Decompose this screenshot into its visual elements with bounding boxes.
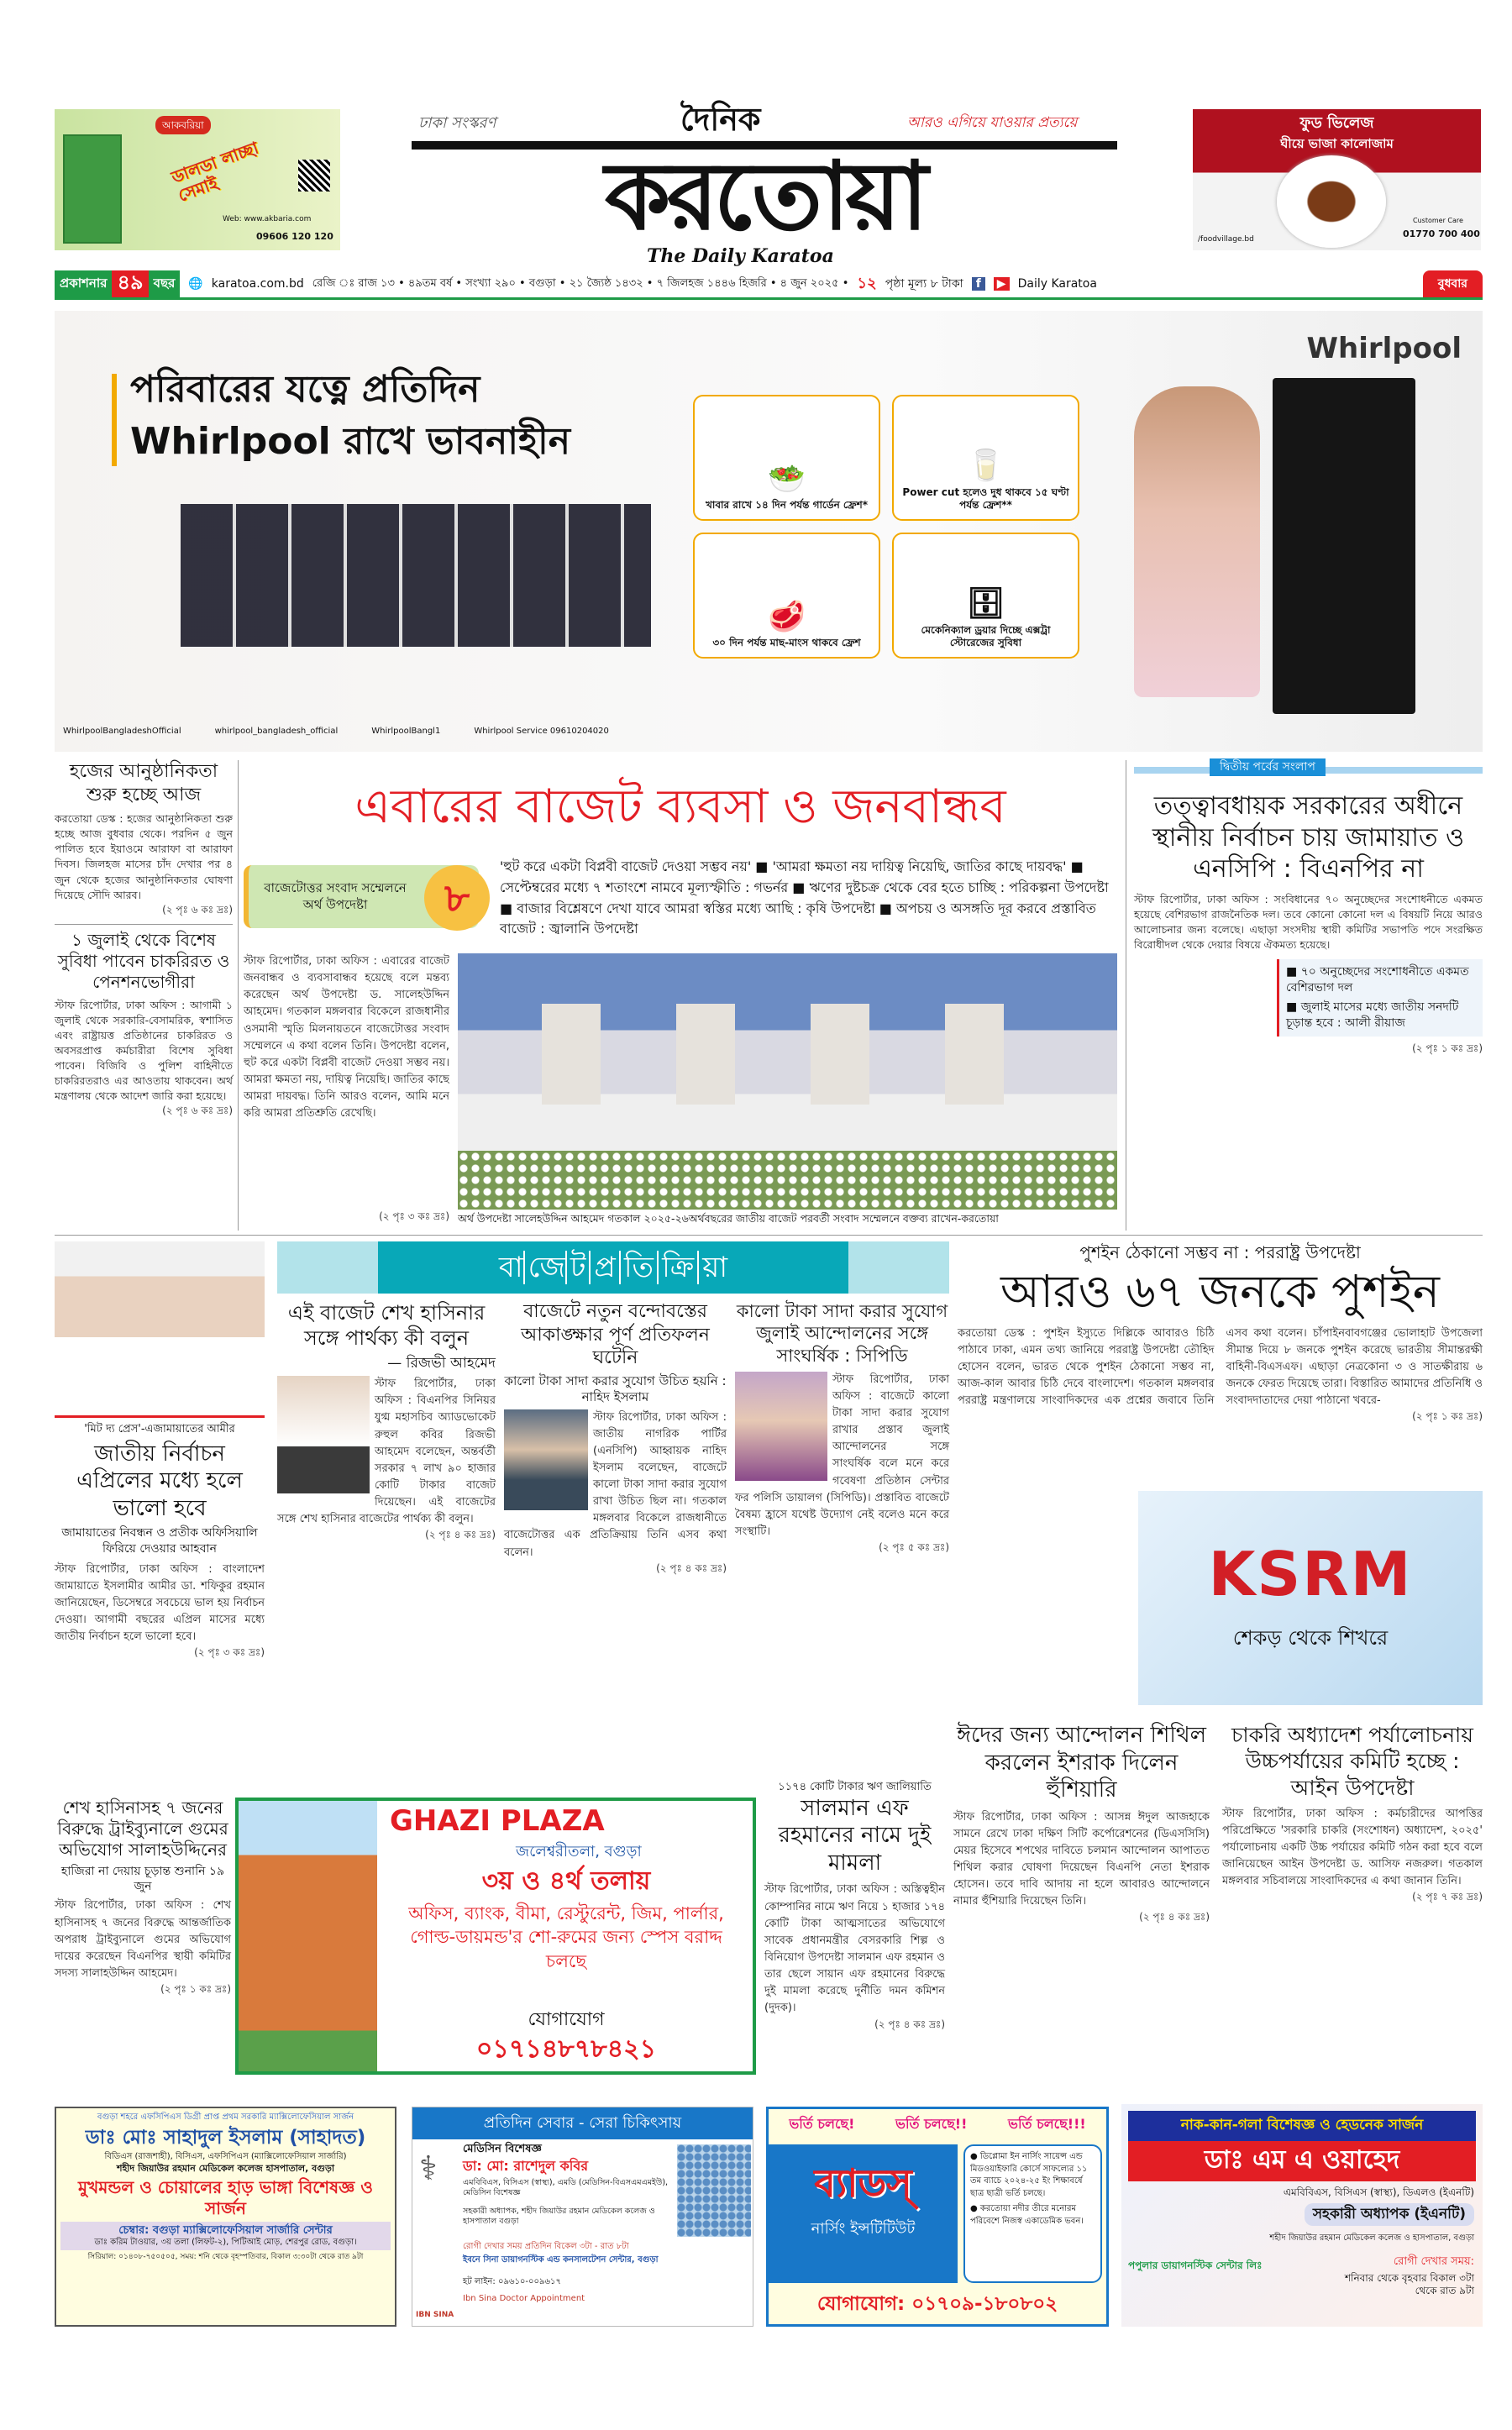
whirlpool-features (693, 395, 1079, 659)
chamber: চেম্বার: বগুড়া ম্যাক্সিলোফেসিয়াল সার্জারি সেন্টার (118, 2223, 333, 2237)
whirlpool-logo: Whirlpool (1306, 332, 1462, 365)
highlight-bullet: ■ জুলাই মাসের মধ্যে জাতীয় সনদটি চূড়ান্ত হবে : আলী রীয়াজ (1286, 1000, 1459, 1030)
akbaria-qr (298, 160, 330, 192)
doctor-name: ডাঃ এম এ ওয়াহেদ (1128, 2141, 1476, 2181)
degrees: এমবিবিএস, বিসিএস (স্বাস্থ্য), ডিএলও (ইএনটি) (1283, 2186, 1474, 2198)
post: সহকারী অধ্যাপক, শহীদ জিয়াউর রহমান মেডিকেল কলেজ ও হাসপাতাল বগুড়া (463, 2207, 655, 2226)
kicker: পুশইন ঠেকানো সম্ভব না : পররাষ্ট্র উপদেষ্টা (1079, 1242, 1361, 1262)
building-image (239, 1801, 377, 2071)
nursing-brand-box (769, 2144, 958, 2283)
ent-doctor-ad[interactable] (1121, 2104, 1483, 2327)
ad-header: প্রতিদিন সেবার - সেরা চিকিৎসায় (412, 2107, 753, 2139)
weekday: বুধবার (1423, 270, 1483, 297)
eid-story[interactable] (953, 1722, 1210, 1924)
story-body: স্টাফ রিপোর্টার, ঢাকা অফিস : বাজেটে কালো টাকা সাদা করার সুযোগ রাখার প্রস্তাব জুলাই আন্দোলনের সঙ্গে সাংঘর্ষিক বলে মনে করে গবেষণা প্রতিষ্ঠান সেন্টার ফর পলিসি ডায়ালগ (সিপিডি)। প্রস্তাবিত বাজেটে বৈষম্য হ্রাসে যথেষ্ট উদ্যোগ নেই বলেও মনে করে সংস্থাটি। (735, 1372, 949, 1539)
stethoscope-icon: ⚕ (419, 2149, 438, 2188)
ghazi-plaza-ad[interactable] (235, 1798, 756, 2075)
fridge-lineup-image (181, 504, 651, 647)
admission-label: ভর্তি চলছে!! (895, 2116, 968, 2132)
ad-top: বগুড়া শহরে এফসিপিএস ডিগ্রী প্রাপ্ত প্রথম সরকারি ম্যাক্সিলোফেসিয়াল সার্জন (97, 2112, 354, 2122)
bullet-text: ৭০ অনুচ্ছেদের সংশোধনীতে একমত বেশিরভাগ দল (1286, 965, 1469, 995)
admission-label: ভর্তি চলছে! (789, 2116, 855, 2132)
jamaat-story[interactable] (1134, 760, 1483, 1055)
band-letter: ট (565, 1251, 590, 1285)
feature-text: Power cut হলেও দুধ থাকবে ১৫ ঘণ্টা পর্যন্ত ফ্রেশ** (902, 485, 1069, 512)
specialty: মুখমন্ডল ও চোয়ালের হাড় ভাঙ্গা বিশেষজ্ঞ ও সার্জন (78, 2176, 373, 2218)
akbaria-product: ডালডা লাচ্ছা সেমাই (168, 137, 261, 206)
story-body: স্টাফ রিপোর্টার, ঢাকা অফিস : আসন্ন ঈদুল আজহাকে সামনে রেখে ঢাকা দক্ষিণ সিটি কর্পোরেশনের (ডিএসসিসি) মেয়র হিসেবে শপথের দাবিতে চলমান আন্দোলন আপাতত শিথিল করার ঘোষণা দিয়েছেন বিএনপি নেতা ইশরাক হোসেন। তবে দাবি আদায় না হলে আবারও আন্দোলনে নামার হুঁশিয়ারি দিয়েছেন তিনি। (953, 1810, 1210, 1908)
publishing-badge (55, 270, 180, 297)
job-story[interactable] (1222, 1722, 1483, 1904)
ksrm-ad[interactable] (1138, 1491, 1483, 1705)
speaker-figures (508, 1004, 1063, 1105)
daily-label: দৈনিক (680, 101, 761, 138)
nursing-points (963, 2144, 1102, 2283)
bullet-text: জুলাই মাসের মধ্যে জাতীয় সনদটি চূড়ান্ত হবে : আলী রীয়াজ (1286, 1000, 1459, 1030)
food-village-phone: 01770 700 400 (1403, 228, 1480, 239)
nursing-sub: নার্সিং ইন্সটিটিউট (811, 2219, 916, 2238)
cpd-photo (735, 1372, 827, 1481)
center: ইবনে সিনা ডায়াগনস্টিক এন্ড কনসালটেশন সেন্টার, বগুড়া (463, 2255, 659, 2265)
akbaria-ad[interactable] (55, 109, 340, 250)
food-village-subtitle: ঘীয়ে ভাজা কালোজাম (1280, 136, 1394, 151)
hotline: হট লাইন: ০৯৬১০-০০৯৬১৭ (463, 2277, 562, 2286)
headline[interactable]: চাকরি অধ্যাদেশ পর্যালোচনায় উচ্চপর্যায়ের কমিটি হচ্ছে : আইন উপদেষ্টা (1231, 1723, 1474, 1800)
edition: ঢাকা সংস্করণ (418, 114, 496, 132)
social-youtube: WhirlpoolBangl1 (371, 727, 441, 736)
rizvi-photo (277, 1376, 370, 1493)
address: ডাঃ করিম টাওয়ার, ৩য় তলা (লিফট-২), পিটিআই মোড়, শেরপুর রোড, বগুড়া। (94, 2237, 357, 2247)
feature-text: ৩০ দিন পর্যন্ত মাছ-মাংস থাকবে ফ্রেশ (712, 637, 861, 649)
nahid-photo (504, 1409, 588, 1510)
headline[interactable]: সালমান এফ রহমানের নামে দুই মামলা (778, 1795, 932, 1876)
byline: — রিজভী আহমেদ (387, 1355, 496, 1372)
lead-bullets: 'হুট করে একটা বিপ্লবী বাজেট দেওয়া সম্ভব নয়' ■ 'আমরা ক্ষমতা নয় দায়িত্ব নিয়েছি, জাতির কাছে দায়বদ্ধ' ■ সেপ্টেম্বরের মধ্যে ৭ শতাংশে নামবে মূল্যস্ফীতি : গভর্নর ■ ঋণের দুষ্টচক্র থেকে বের হতে চাচ্ছি : পরিকল্পনা উপদেষ্টা ■ বাজার বিশ্লেষণে দেখা যাবে আমরা স্বস্তির মধ্যে আছি : কৃষি উপদেষ্টা ■ অপচয় ও অসঙ্গতি দূর করবে প্রস্তাবিত বাজেট : জ্বালানি উপদেষ্টা (500, 858, 1109, 937)
publishing-label: প্রকাশনার (55, 270, 112, 297)
band-letter: ক্রি (657, 1251, 697, 1285)
info-bar (55, 270, 1483, 300)
story-body: স্টাফ রিপোর্টার, ঢাকা অফিস : সংবিধানের ৭০ অনুচ্ছেদের সংশোধনীতে একমত হয়েছে বেশিরভাগ রাজনৈতিক দল। তবে কোনো কোনো দল এ বিষয়টি নিয়ে আরও আলোচনার জন্য বলেছে। এছাড়া সংসদীয় স্থায়ী কমিটির সভাপতি পদে সংরক্ষিত বিরোধীদল থেকে দেয়ার বিষয়ে ঐকমত্য হয়েছে। (1134, 892, 1483, 951)
nursing-ad[interactable] (766, 2107, 1109, 2327)
newspaper-name: করতোয়া (412, 141, 1117, 244)
headline[interactable]: বাজেটে নতুন বন্দোবস্তের আকাঙ্ক্ষার পূর্ণ প্রতিফলন ঘটেনি (521, 1301, 710, 1368)
app-name: Ibn Sina Doctor Appointment (463, 2294, 585, 2303)
issue-details: রেজি ঃ রাজ ১৩ • ৪৯তম বর্ষ • সংখ্যা ২৯০ • বগুড়া • ২১ জ্যৈষ্ঠ ১৪৩২ • ৭ জিলহজ ১৪৪৬ হিজরি • ৪ জুন ২০২৫ • (312, 276, 849, 290)
whirlpool-line2: Whirlpool রাখে ভাবনাহীন (130, 420, 570, 463)
maxillofacial-ad[interactable] (55, 2107, 396, 2327)
ghazi-uses: অফিস, ব্যাংক, বীমা, রেস্টুরেন্ট, জিম, পার্লার, গোল্ড-ডায়মন্ড'র শো-রুমের জন্য স্পেস বরাদ্দ চলছে (408, 1903, 724, 1971)
continued: (২ পৃঃ ১ কঃ দ্রঃ) (1412, 1410, 1483, 1423)
kicker: 'মিট দ্য প্রেস'-এজামায়াতের আমীর (84, 1423, 235, 1435)
emir-photo (55, 1241, 265, 1418)
band-letter: তি (619, 1251, 657, 1285)
headline[interactable]: এই বাজেট শেখ হাসিনার সঙ্গে পার্থক্য কী বলুন (287, 1301, 486, 1350)
ghazi-floor: ৩য় ও ৪র্থ তলায় (481, 1866, 651, 1896)
point-text: ডিপ্লোমা ইন নার্সিং সায়েন্স এন্ড মিডওয়াইফারি কোর্সে সাফল্যের ১১ তম ব্যাচে ২০২৪-২৫ ইং শিক্ষাবর্ষে ছাত্র ছাত্রী ভর্তি চলছে। (970, 2152, 1088, 2198)
akbaria-web: Web: www.akbaria.com (223, 215, 312, 223)
medicine-doctor-ad[interactable] (412, 2107, 753, 2327)
budget-press-photo[interactable] (458, 953, 1117, 1210)
hajj-story[interactable] (55, 760, 233, 1118)
lead-tag-text: বাজেটোত্তর সংবাদ সম্মেলনে অর্থ উপদেষ্টা (264, 880, 407, 912)
english-name: The Daily Karatoa (647, 245, 834, 267)
nursing-point: ● ডিপ্লোমা ইন নার্সিং সায়েন্স এন্ড মিডওয়াইফারি কোর্সে সাফল্যের ১১ তম ব্যাচে ২০২৪-২৫ ইং শিক্ষাবর্ষে ছাত্র ছাত্রী ভর্তি চলছে। (970, 2152, 1088, 2198)
food-village-fb: /foodvillage.bd (1198, 235, 1254, 244)
ad-top: নাক-কান-গলা বিশেষজ্ঞ ও হেডনেক সার্জন (1128, 2111, 1476, 2141)
headline[interactable]: জাতীয় নির্বাচন এপ্রিলের মধ্যে হলে ভালো হবে (76, 1441, 243, 1521)
masthead (403, 102, 1126, 269)
website-link[interactable]: karatoa.com.bd (211, 277, 304, 291)
akbaria-phone: 09606 120 120 (256, 231, 333, 242)
band-letter: জে (523, 1251, 565, 1285)
food-village-title: ফুড ভিলেজ (1299, 114, 1374, 132)
headline[interactable]: ১ জুলাই থেকে বিশেষ সুবিধা পাবেন চাকরিরত ও পেনশনভোগীরা (55, 924, 233, 993)
feature-card (892, 395, 1079, 521)
feature-text: খাবার রাখে ১৪ দিন পর্যন্ত গার্ডেন ফ্রেশ* (705, 499, 868, 512)
chamber-box (60, 2222, 391, 2251)
admission-row (769, 2116, 1106, 2133)
fridge-image (1273, 378, 1415, 714)
headline[interactable]: আরও ৬৭ জনকে পুশইন (1000, 1265, 1441, 1318)
row-divider (55, 1235, 1483, 1236)
page-eight-badge: ৮ (424, 865, 490, 931)
story-body: স্টাফ রিপোর্টার, ঢাকা অফিস : বাংলাদেশ জামায়াতে ইসলামীর আমীর ডা. শফিকুর রহমান জানিয়েছেন, ডিসেম্বরে সবচেয়ে ভাল হয় নির্বাচন দেওয়া। আগামী বছরের এপ্রিল মাসের মধ্যে জাতীয় নির্বাচন হলে ভালো হবে। (55, 1562, 265, 1644)
reaction-rizvi[interactable] (277, 1300, 496, 1542)
photo-caption: অর্থ উপদেষ্টা সালেহউদ্দিন আহমেদ গতকাল ২০২৫-২৬অর্থবছরের জাতীয় বাজেট পরবর্তী সংবাদ সম্মেলনে বক্তব্য রাখেন-করতোয়া (458, 1212, 999, 1225)
price: পৃষ্ঠা মূল্য ৮ টাকা (885, 277, 963, 291)
doctor-name: ডাঃ মোঃ সাহাদুল ইসলাম (সাহাদত) (85, 2126, 366, 2149)
years-label: বছর (149, 270, 181, 297)
youtube-icon[interactable]: ▶ (994, 277, 1010, 291)
years-number: ৪৯ (112, 270, 148, 297)
post: সহকারী অধ্যাপক (ইএনটি) (1305, 2203, 1474, 2226)
story-body: স্টাফ রিপোর্টার, ঢাকা অফিস : অস্তিত্বহীন কোম্পানির নামে ঋণ নিয়ে ১ হাজার ১৭৪ কোটি টাকা আত্মসাতের অভিযোগে সাবেক প্রধানমন্ত্রীর বেসরকারি শিল্প ও বিনিয়োগ উপদেষ্টা সালমান এফ রহমান ও তার ছেলে সায়ান এফ রহমানের বিরুদ্ধে দুই মামলা করেছে দুর্নীতি দমন কমিশন (দুদক)। (764, 1883, 945, 2015)
degrees: এমবিবিএস, বিসিএস (স্বাস্থ্য), এমডি (মেডিসিন-বিএসএমএমইউ), মেডিসিন বিশেষজ্ঞ (463, 2178, 669, 2197)
visiting-time: শনিবার থেকে বৃহবার বিকাল ৩টা থেকে রাত ৯টা (1344, 2272, 1474, 2296)
kicker: দ্বিতীয় পর্বের সংলাপ (1210, 758, 1326, 776)
degrees: বিডিএস (রাজশাহী), বিসিএস, এফসিপিএস (ম্যাক্সিলোফেসিয়াল সার্জারি) (104, 2152, 347, 2162)
pushin-story[interactable] (958, 1241, 1483, 1424)
subheadline: জামায়াতের নিবন্ধন ও প্রতীক অফিসিয়ালি ফিরিয়ে দেওয়ার আহবান (61, 1526, 258, 1556)
akbaria-box (63, 134, 122, 244)
akbaria-brand: আকবরিয়া (155, 116, 211, 134)
time-label: রোগী দেখার সময়: (1393, 2255, 1474, 2268)
continued: (২ পৃঃ ৬ কঃ দ্রঃ) (162, 903, 233, 916)
hospital: শহীদ জিয়াউর রহমান মেডিকেল কলেজ হাসপাতাল, বগুড়া (116, 2162, 335, 2174)
story-body: স্টাফ রিপোর্টার, ঢাকা অফিস : কর্মচারীদের আপত্তির পরিপ্রেক্ষিতে 'সরকারি চাকরি (সংশোধন) অধ্যাদেশ, ২০২৫' পর্যালোচনায় একটি উচ্চ পর্যায়ের কমিটি গঠন করা হবে বলে জানিয়েছেন আইন উপদেষ্টা ড. আসিফ নজরুল। গতকাল মঙ্গলবার সচিবালয়ে সাংবাদিকদের এ কথা জানান তিনি। (1222, 1807, 1483, 1888)
food-village-ad[interactable] (1193, 109, 1481, 250)
reaction-nahid[interactable] (504, 1300, 727, 1576)
social-handle: Daily Karatoa (1017, 277, 1097, 291)
feature-text: মেকেনিক্যাল ড্রয়ার দিচ্ছে এক্সট্রা স্টোরেজের সুবিধা (921, 623, 1051, 649)
hospital: শহীদ জিয়াউর রহমান মেডিকেল কলেজ ও হাসপাতাল, বগুড়া (1269, 2233, 1474, 2243)
headline[interactable]: হজের আনুষ্ঠানিকতা শুরু হচ্ছে আজ (69, 761, 218, 806)
reaction-cpd[interactable] (735, 1300, 949, 1555)
point-text: করতোয়া নদীর তীরে মনোরম পরিবেশে নিজস্ব একাডেমিক ভবন। (970, 2204, 1084, 2226)
lead-headline[interactable]: এবারের বাজেট ব্যবসা ও জনবান্ধব (354, 779, 1006, 834)
kicker-band (1134, 760, 1483, 774)
band-letter: য়া (697, 1251, 727, 1285)
ibn-sina-logo: IBN SINA (416, 2311, 454, 2319)
globe-icon: 🌐 (188, 277, 203, 291)
story-body: স্টাফ রিপোর্টার, ঢাকা অফিস : আগামী ১ জুলাই থেকে সরকারি-বেসামরিক, স্বশাসিত এবং রাষ্ট্রায়ত্ত প্রতিষ্ঠানের চাকরিরত ও অবসরপ্রাপ্ত কর্মচারীরা বিশেষ সুবিধা পাবেন। বিজিবি ও পুলিশ বাহিনীতে চাকরিরতরাও এর আওতায় থাকবেন। অর্থ মন্ত্রণালয় থেকে আদেশ জারি করা হয়েছে। (55, 998, 233, 1103)
kicker: ১১৭৪ কোটি টাকার ঋণ জালিয়াতি (778, 1781, 932, 1793)
visiting-time: রোগী দেখার সময় প্রতিদিন বিকেল ৩টা - রাত ৮টা (463, 2242, 629, 2251)
drawer-icon: 🗄 (966, 586, 1005, 622)
family-image (1134, 386, 1260, 697)
whirlpool-ad[interactable] (55, 311, 1483, 752)
doctor-name: ডা: মো: রাশেদুল কবির (463, 2158, 589, 2174)
feature-card (693, 395, 880, 521)
feature-card (892, 533, 1079, 659)
continued: (২ পৃঃ ৫ কঃ দ্রঃ) (879, 1541, 949, 1554)
continued: (২ পৃঃ ৭ কঃ দ্রঃ) (1412, 1891, 1483, 1903)
continued: (২ পৃঃ ১ কঃ দ্রঃ) (160, 1983, 231, 1996)
nursing-point: ● করতোয়া নদীর তীরে মনোরম পরিবেশে নিজস্ব একাডেমিক ভবন। (970, 2204, 1084, 2226)
story-body: করতোয়া ডেস্ক : হজের আনুষ্ঠানিকতা শুরু হচ্ছে আজ বুধবার থেকে। পরদিন ৫ জুন পালিত হবে ইয়াওমে আরাফা বা আরাফা দিবস। জিলহজ মাসের চাঁদ দেখার পর ৪ জুন থেকে হজের আনুষ্ঠানিকতার ঘোষণা দিয়েছে সৌদি আরব। (55, 812, 233, 901)
page-count: ১২ (857, 274, 877, 292)
nursing-name: ব্যাডস্ (814, 2160, 912, 2206)
lead-body (244, 953, 449, 1205)
story-body: স্টাফ রিপোর্টার, ঢাকা অফিস : জাতীয় নাগরিক পার্টির (এনসিপি) আহ্বায়ক নাহিদ ইসলাম বলেছেন, বাজেটে কালো টাকা সাদা করার সুযোগ রাখা উচিত ছিল না। গতকাল মঙ্গলবার বিকেলে রাজধানীতে বাজেটোত্তর এক প্রতিক্রিয়ায় তিনি এসব কথা বলেন। (504, 1410, 727, 1559)
whirlpool-line1: পরিবারের যত্নে প্রতিদিন (130, 368, 480, 411)
continued: (২ পৃঃ ৪ কঃ দ্রঃ) (874, 2018, 945, 2030)
subheadline: হাজিরা না দেয়ায় চূড়ান্ত শুনানি ১৯ জুন (60, 1865, 225, 1894)
highlight-bullet: ■ ৭০ অনুচ্ছেদের সংশোধনীতে একমত বেশিরভাগ দল (1286, 965, 1469, 995)
ghazi-phone: ০১৭১৪৮৭৮৪২১ (475, 2034, 657, 2064)
milk-icon: 🥛 (967, 449, 1005, 484)
flower-arrangement (458, 1151, 1117, 1210)
nursing-contact: যোগাযোগ: ০১৭০৯-১৮০৮০২ (816, 2293, 1058, 2315)
continued: (২ পৃঃ ৪ কঃ দ্রঃ) (425, 1529, 496, 1541)
ksrm-tagline: শেকড় থেকে শিখরে (1232, 1626, 1389, 1650)
band-letter: বা (498, 1250, 523, 1284)
headline[interactable]: ঈদের জন্য আন্দোলন শিথিল করলেন ইশরাক দিলেন হুঁশিয়ারি (956, 1723, 1207, 1803)
serial: সিরিয়াল: ০১৪০৮-৭৫০৫০৫, সময়: শনি থেকে বৃহস্পতিবার, বিকাল ৩:৩০টা থেকে রাত ৯টা (87, 2253, 364, 2262)
facebook-icon[interactable]: f (972, 277, 985, 291)
highlight-box (1277, 959, 1483, 1037)
continued: (২ পৃঃ ৩ কঃ দ্রঃ) (194, 1646, 265, 1659)
food-plate-image (1277, 155, 1386, 248)
whirlpool-socials (63, 727, 609, 737)
story-body: স্টাফ রিপোর্টার, ঢাকা অফিস : এবারের বাজেট জনবান্ধব ও ব্যবসাবান্ধব হয়েছে বলে মন্তব্য করেছেন অর্থ উপদেষ্টা ড. সালেহউদ্দিন আহমেদ। গতকাল মঙ্গলবার বিকেলে রাজধানীর ওসমানী স্মৃতি মিলনায়তনে বাজেটোত্তর সংবাদ সম্মেলনে এ কথা বলেন তিনি। উপদেষ্টা বলেন, হুট করে একটা বিপ্লবী বাজেট দেওয়া সম্ভব নয়। আমরা ক্ষমতা নয়, দায়িত্ব নিয়েছি। জাতির কাছে আমরা দায়বদ্ধ। তিনি আরও বলেন, আমি মনে করি আমরা প্রতিশ্রুতি রেখেছি। (244, 955, 449, 1121)
continued: (২ পৃঃ ১ কঃ দ্রঃ) (1412, 1042, 1483, 1054)
continued: (২ পৃঃ ৬ কঃ দ্রঃ) (162, 1105, 233, 1117)
budget-reaction-title (378, 1241, 848, 1294)
ghazi-contact: যোগাযোগ (528, 2009, 605, 2030)
headline[interactable]: কালো টাকা সাদা করার সুযোগ জুলাই আন্দোলনের সঙ্গে সাংঘর্ষিক : সিপিডি (736, 1301, 948, 1366)
vegetable-icon: 🥗 (768, 461, 806, 496)
ksrm-logo: KSRM (1208, 1539, 1413, 1609)
ghazi-logo: GHAZI PLAZA (390, 1804, 605, 1838)
feature-card (693, 533, 880, 659)
social-instagram: whirlpool_bangladesh_official (214, 727, 339, 736)
service-phone: Whirlpool Service 09610204020 (474, 727, 609, 736)
social-facebook: WhirlpoolBangladeshOfficial (63, 727, 181, 736)
tribunal-story[interactable] (55, 1798, 231, 1997)
continued: (২ পৃঃ ৪ কঃ দ্রঃ) (656, 1561, 727, 1574)
doctor-illustration (677, 2144, 751, 2237)
story-body: করতোয়া ডেস্ক : পুশইন ইস্যুতে দিল্লিকে আবারও চিঠি পাঠাবে ঢাকা, এমন তথ্য জানিয়ে পররাষ্ট্র উপদেষ্টা তৌহিদ হোসেন বলেন, ভারত থেকে পুশইন ঠেকানো সম্ভব না, আজ-কাল আবার চিঠি দেবে বাংলাদেশ। গতকাল মঙ্গলবার পররাষ্ট্র মন্ত্রণালয়ে সাংবাদিকদের এক প্রশ্নের জবাবে তিনি এসব কথা বলেন। চাঁপাইনবাবগঞ্জের ভোলাহাট উপজেলা সীমান্ত দিয়ে ৮ জনকে পুশইন করেছে ভারতীয় সীমান্তরক্ষী বাহিনী-বিএসএফ। এছাড়া নেত্রকোনা ৩ ও সাতক্ষীরায় ৬ জনকে ফেরত দিয়েছে তারা। বিস্তারিত আমাদের প্রতিনিধি ও সংবাদদাতাদের দেয়া পাঠানো খবরে- (958, 1326, 1483, 1408)
center: পপুলার ডায়াগনস্টিক সেন্টার লিঃ (1128, 2259, 1263, 2271)
admission-label: ভর্তি চলছে!!! (1008, 2116, 1086, 2132)
budget-reaction-band (277, 1241, 949, 1294)
jamaat-emir-story[interactable] (55, 1241, 265, 1660)
lead-continued: (২ পৃঃ ৩ কঃ দ্রঃ) (379, 1210, 449, 1222)
band-letter: প্র (589, 1251, 618, 1285)
food-village-care: Customer Care (1413, 217, 1463, 224)
headline[interactable]: শেখ হাসিনাসহ ৭ জনের বিরুদ্ধে ট্রাইব্যুনালে গুমের অভিযোগ সালাহউদ্দিনের (57, 1798, 228, 1860)
story-body: স্টাফ রিপোর্টার, ঢাকা অফিস : শেখ হাসিনাসহ ৭ জনের বিরুদ্ধে আন্তর্জাতিক অপরাধ ট্রাইব্যুনালে গুমের অভিযোগ দায়ের করেছেন বিএনপির স্থায়ী কমিটির সদস্য সালাহউদ্দিন আহমেদ। (55, 1899, 231, 1980)
whirlpool-accent-bar (112, 374, 117, 466)
slogan: আরও এগিয়ে যাওয়ার প্রত্যয়ে (907, 114, 1078, 131)
meat-icon: 🥩 (768, 599, 806, 634)
salman-story[interactable] (764, 1781, 945, 2031)
headline[interactable]: তত্ত্বাবধায়ক সরকারের অধীনে স্থানীয় নির্বাচন চায় জামায়াত ও এনসিপি : বিএনপির না (1152, 791, 1465, 884)
story-body: স্টাফ রিপোর্টার, ঢাকা অফিস : বিএনপির সিনিয়র যুগ্ম মহাসচিব অ্যাডভোকেট রুহুল কবির রিজভী আহমেদ বলেছেন, অন্তর্বর্তী সরকার ৭ লাখ ৯০ হাজার কোটি টাকার বাজেট দিয়েছেন। এই বাজেটের সঙ্গে শেখ হাসিনার বাজেটের পার্থক্য কী বলুন। (277, 1378, 496, 1526)
subheadline: কালো টাকা সাদা করার সুযোগ উচিত হয়নি : নাহিদ ইসলাম (504, 1372, 727, 1404)
continued: (২ পৃঃ ৪ কঃ দ্রঃ) (1139, 1911, 1210, 1924)
specialty: মেডিসিন বিশেষজ্ঞ (463, 2143, 542, 2155)
divider (238, 760, 239, 1231)
ghazi-place: জলেশ্বরীতলা, বগুড়া (516, 1843, 642, 1861)
